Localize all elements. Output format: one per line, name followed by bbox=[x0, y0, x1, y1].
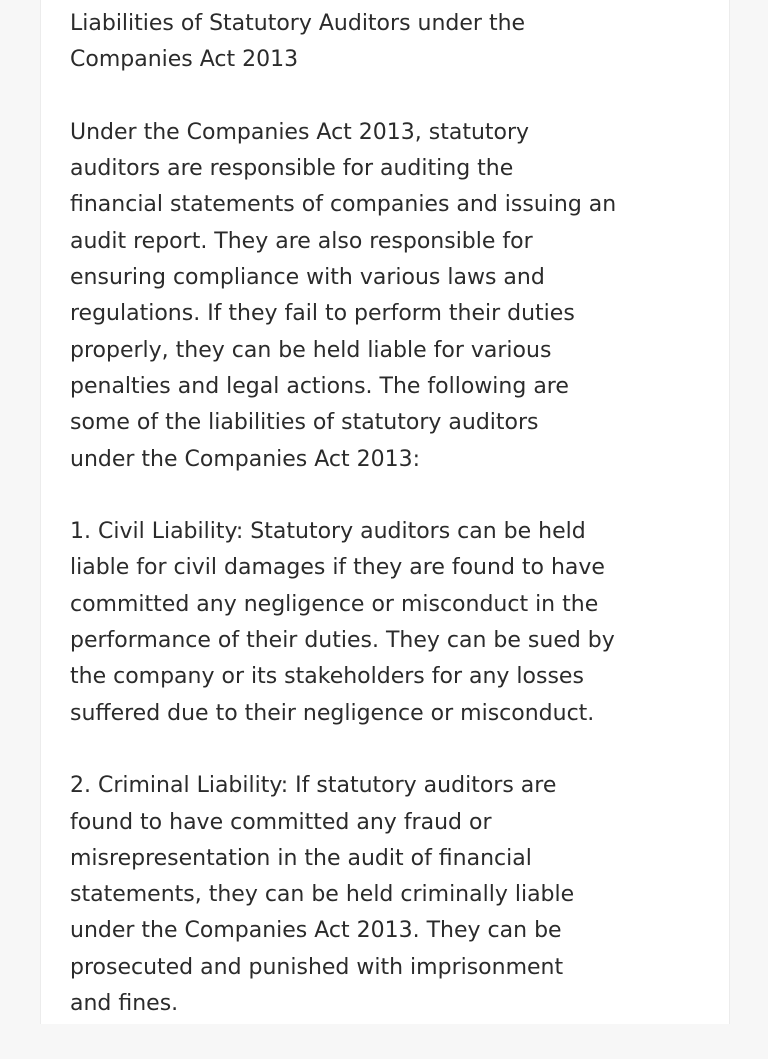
criminal-liability-line: found to have committed any fraud or bbox=[70, 809, 492, 835]
intro-line: Under the Companies Act 2013, statutory bbox=[70, 119, 530, 145]
document-page bbox=[40, 0, 730, 1024]
intro-line: financial statements of companies and issuing an bbox=[70, 192, 617, 218]
intro-line: properly, they can be held liable for various bbox=[70, 337, 552, 363]
intro-line: ensuring compliance with various laws and bbox=[70, 265, 545, 291]
civil-liability-paragraph bbox=[70, 514, 710, 732]
criminal-liability-line: under the Companies Act 2013. They can be bbox=[70, 918, 562, 944]
civil-liability-line: suffered due to their negligence or misconduct. bbox=[70, 700, 595, 726]
criminal-liability-line: and fines. bbox=[70, 991, 179, 1017]
criminal-liability-line: prosecuted and punished with imprisonment bbox=[70, 954, 564, 980]
title-line: Companies Act 2013 bbox=[70, 47, 299, 73]
intro-line: penalties and legal actions. The following are bbox=[70, 373, 569, 399]
criminal-liability-paragraph bbox=[70, 768, 710, 1022]
intro-line: audit report. They are also responsible for bbox=[70, 228, 533, 254]
civil-liability-line: liable for civil damages if they are found to have bbox=[70, 555, 605, 581]
intro-line: under the Companies Act 2013: bbox=[70, 446, 421, 472]
criminal-liability-line: statements, they can be held criminally liable bbox=[70, 882, 575, 908]
intro-line: some of the liabilities of statutory auditors bbox=[70, 410, 539, 436]
criminal-liability-line: 2. Criminal Liability: If statutory auditors are bbox=[70, 773, 557, 799]
document-title bbox=[70, 6, 710, 79]
civil-liability-line: 1. Civil Liability: Statutory auditors can be held bbox=[70, 519, 586, 545]
intro-line: regulations. If they fail to perform their duties bbox=[70, 301, 575, 327]
intro-paragraph bbox=[70, 115, 710, 478]
intro-line: auditors are responsible for auditing the bbox=[70, 156, 514, 182]
civil-liability-line: committed any negligence or misconduct in the bbox=[70, 591, 599, 617]
title-line: Liabilities of Statutory Auditors under the bbox=[70, 11, 526, 36]
criminal-liability-line: misrepresentation in the audit of financial bbox=[70, 845, 532, 871]
document-content bbox=[70, 6, 710, 1059]
civil-liability-line: the company or its stakeholders for any losses bbox=[70, 664, 584, 690]
civil-liability-line: performance of their duties. They can be sued by bbox=[70, 628, 615, 654]
